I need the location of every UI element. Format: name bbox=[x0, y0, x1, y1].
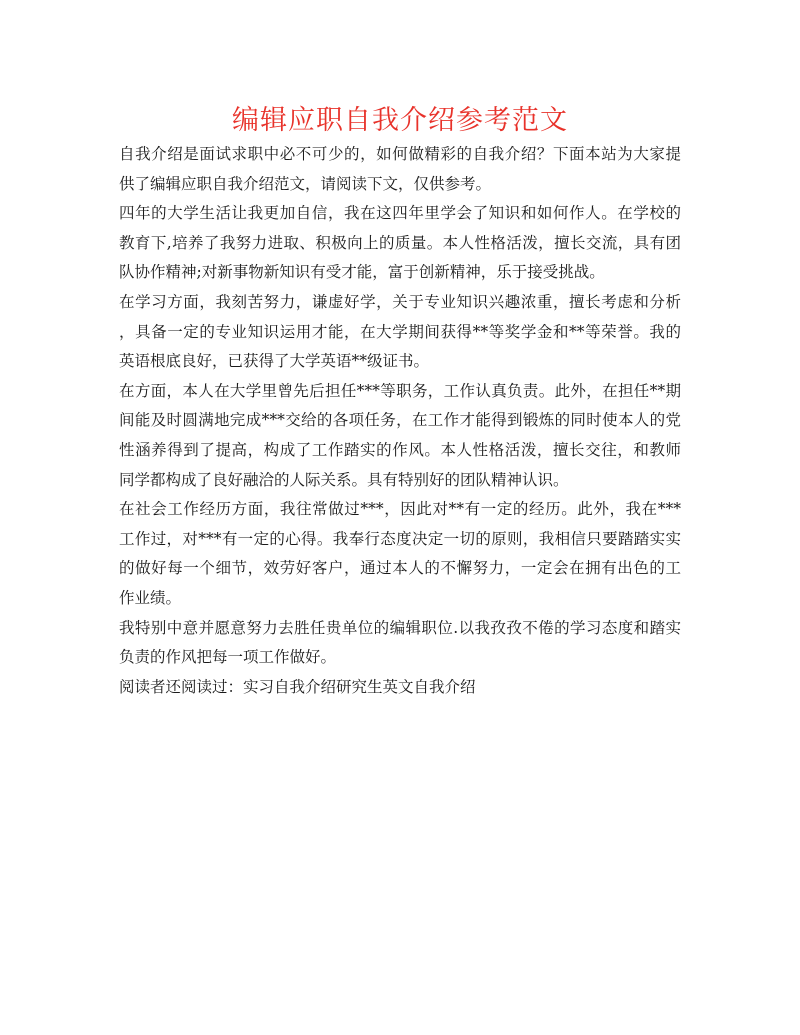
body-line: 负责的作风把每一项工作做好。 bbox=[119, 648, 337, 667]
body-line: 四年的大学生活让我更加自信，我在这四年里学会了知识和如何作人。在学校的 bbox=[119, 204, 681, 223]
body-line: 我特别中意并愿意努力去胜任贵单位的编辑职位.以我孜孜不倦的学习态度和踏实 bbox=[119, 618, 681, 637]
body-line: 在社会工作经历方面，我往常做过***，因此对**有一定的经历。此外，我在*** bbox=[119, 500, 681, 519]
body-line: 教育下,培养了我努力进取、积极向上的质量。本人性格活泼，擅长交流，具有团 bbox=[119, 233, 681, 252]
body-line: 作业绩。 bbox=[119, 588, 182, 607]
body-line: 自我介绍是面试求职中必不可少的，如何做精彩的自我介绍？下面本站为大家提 bbox=[119, 145, 681, 163]
document-body bbox=[119, 140, 681, 702]
body-line: 的做好每一个细节，效劳好客户，通过本人的不懈努力，一定会在拥有出色的工 bbox=[119, 559, 681, 578]
body-line: 英语根底良好，已获得了大学英语**级证书。 bbox=[119, 352, 430, 371]
body-line: 供了编辑应职自我介绍范文，请阅读下文，仅供参考。 bbox=[119, 174, 492, 193]
body-line: 在方面，本人在大学里曾先后担任***等职务，工作认真负责。此外，在担任**期 bbox=[119, 381, 681, 400]
body-line: ，具备一定的专业知识运用才能，在大学期间获得**等奖学金和**等荣誉。我的 bbox=[119, 322, 681, 341]
body-line: 在学习方面，我刻苦努力，谦虚好学，关于专业知识兴趣浓重，擅长考虑和分析 bbox=[119, 292, 681, 311]
body-line: 性涵养得到了提高，构成了工作踏实的作风。本人性格活泼，擅长交往，和教师 bbox=[119, 440, 681, 459]
document-title: 编辑应职自我介绍参考范文 bbox=[232, 105, 568, 136]
body-line: 队协作精神;对新事物新知识有受才能，富于创新精神，乐于接受挑战。 bbox=[119, 263, 605, 282]
body-line: 间能及时圆满地完成***交给的各项任务，在工作才能得到锻炼的同时使本人的党 bbox=[119, 411, 681, 430]
related-reading-line: 阅读者还阅读过：实习自我介绍研究生英文自我介绍 bbox=[119, 677, 476, 696]
body-line: 同学都构成了良好融洽的人际关系。具有特别好的团队精神认识。 bbox=[119, 470, 569, 489]
body-line: 工作过，对***有一定的心得。我奉行态度决定一切的原则，我相信只要踏踏实实 bbox=[119, 529, 681, 548]
